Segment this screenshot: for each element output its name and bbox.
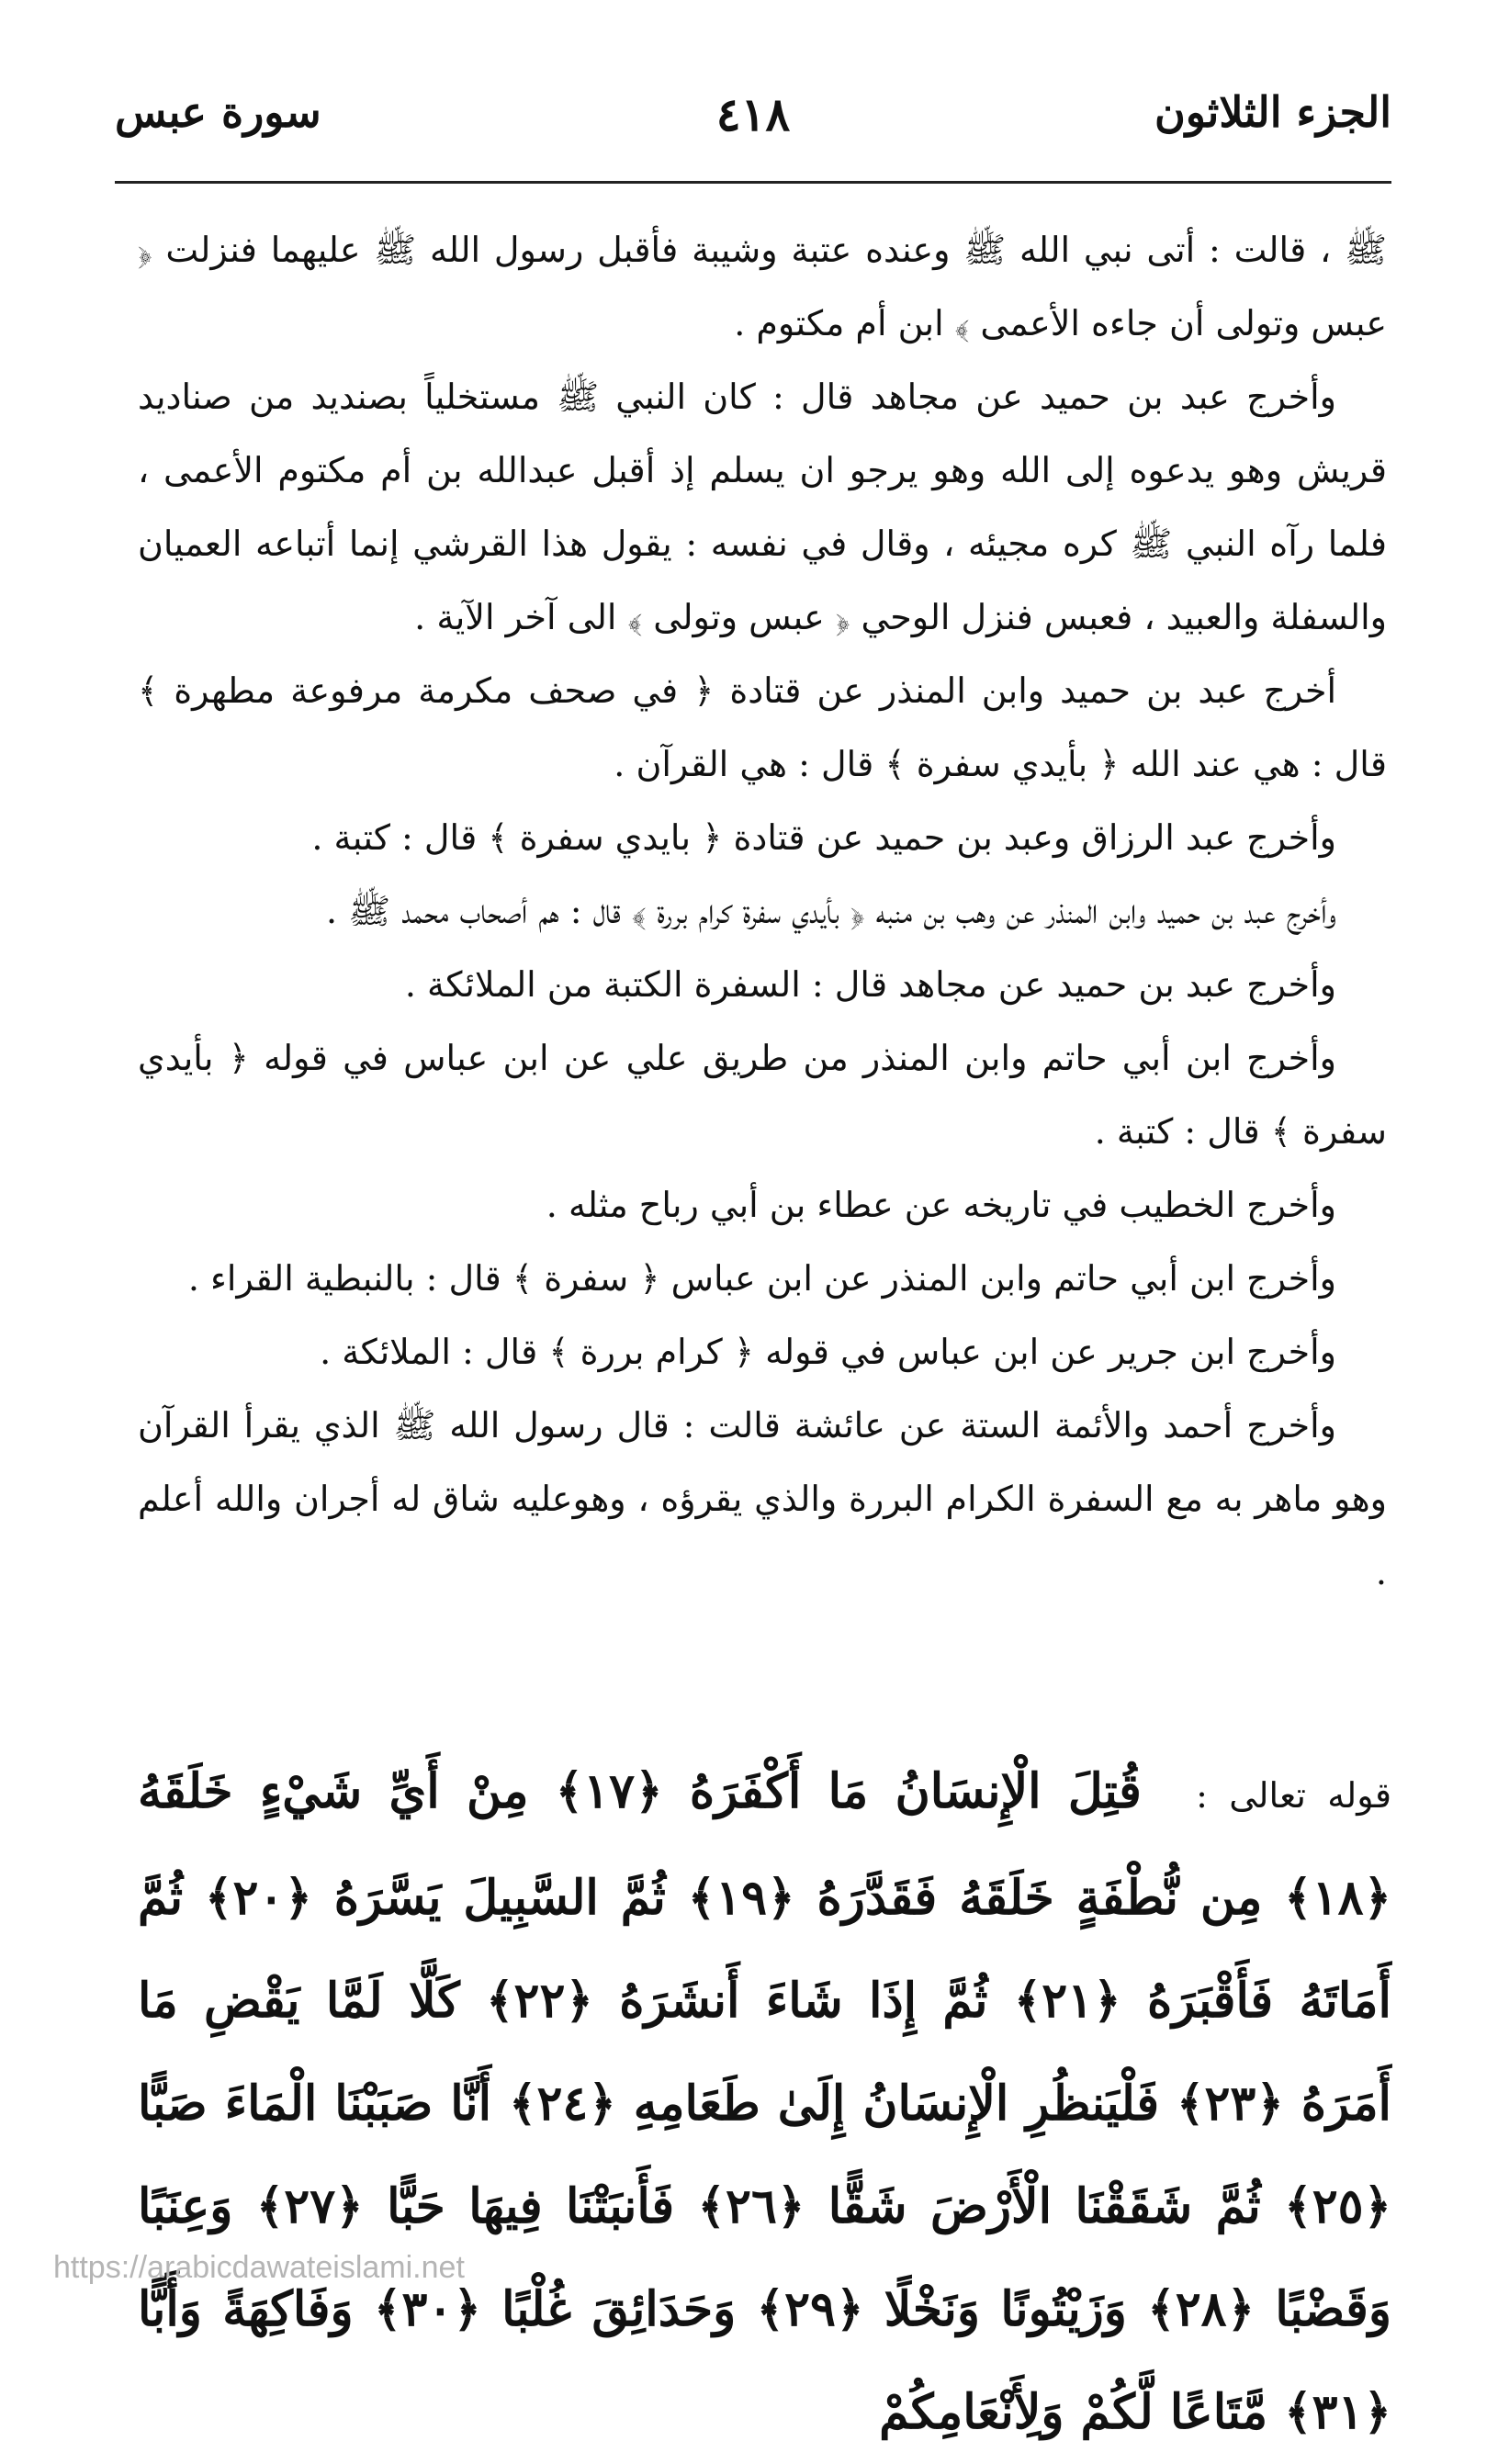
paragraph: وأخرج عبد بن حميد عن مجاهد قال : السفرة الكتبة من الملائكة . [404,964,1336,1005]
paragraph: ﷺ ، قالت : أتى نبي الله ﷺ وعنده عتبة وشيبة فأقبل رسول الله ﷺ عليهما فنزلت ﴿ عبس وتولى أن جاءه الأعمى ﴾ ابن أم مكتوم . [138,230,1387,343]
paragraph: وأخرج الخطيب في تاريخه عن عطاء بن أبي رباح مثله . [546,1185,1336,1225]
paragraph: وأخرج أحمد والأئمة الستة عن عائشة قالت : قال رسول الله ﷺ الذي يقرأ القرآن وهو ماهر به مع السفرة الكرام البررة والذي يقرؤه ، وهوعليه شاق له أجران والله أعلم . [138,1405,1387,1592]
header-divider [115,181,1391,184]
watermark: https://arabicdawateislami.net [53,2250,465,2285]
page-number: ٤١٨ [715,87,791,141]
verse-text: قُتِلَ الْإِنسَانُ مَا أَكْفَرَهُ ﴿١٧﴾ مِنْ أَيِّ شَيْءٍ خَلَقَهُ ﴿١٨﴾ مِن نُّطْفَةٍ خَلَقَهُ فَقَدَّرَهُ ﴿١٩﴾ ثُمَّ السَّبِيلَ يَسَّرَهُ ﴿٢٠﴾ ثُمَّ أَمَاتَهُ فَأَقْبَرَهُ ﴿٢١﴾ ثُمَّ إِذَا شَاءَ أَنشَرَهُ ﴿٢٢﴾ كَلَّا لَمَّا يَقْضِ مَا أَمَرَهُ ﴿٢٣﴾ فَلْيَنظُرِ الْإِنسَانُ إِلَىٰ طَعَامِهِ ﴿٢٤﴾ أَنَّا صَبَبْنَا الْمَاءَ صَبًّا ﴿٢٥﴾ ثُمَّ شَقَقْنَا الْأَرْضَ شَقًّا ﴿٢٦﴾ فَأَنبَتْنَا فِيهَا حَبًّا ﴿٢٧﴾ وَعِنَبًا وَقَضْبًا ﴿٢٨﴾ وَزَيْتُونًا وَنَخْلًا ﴿٢٩﴾ وَحَدَائِقَ غُلْبًا ﴿٣٠﴾ وَفَاكِهَةً وَأَبًّا ﴿٣١﴾ مَّتَاعًا لَّكُمْ وَلِأَنْعَامِكُمْ [138,1763,1392,2440]
paragraph: وأخرج عبد الرزاق وعبد بن حميد عن قتادة ﴿ بايدي سفرة ﴾ قال : كتبة . [311,817,1336,858]
paragraph: وأخرج ابن أبي حاتم وابن المنذر عن ابن عباس ﴿ سفرة ﴾ قال : بالنبطية القراء . [187,1258,1336,1299]
paragraph: وأخرج ابن جرير عن ابن عباس في قوله ﴿ كرام بررة ﴾ قال : الملائكة . [320,1332,1336,1372]
paragraph: وأخرج عبد بن حميد عن مجاهد قال : كان النبي ﷺ مستخلياً بصنديد من صناديد قريش وهو يدعوه إلى الله وهو يرجو ان يسلم إذ أقبل عبدالله بن أم مكتوم الأعمى ، فلما رآه النبي ﷺ كره مجيئه ، وقال في نفسه : يقول هذا القرشي إنما أتباعه العميان والسفلة والعبيد ، فعبس فنزل الوحي ﴿ عبس وتولى ﴾ الى آخر الآية . [138,377,1387,637]
paragraph: وأخرج ابن أبي حاتم وابن المنذر من طريق علي عن ابن عباس في قوله ﴿ بأيدي سفرة ﴾ قال : كتبة . [138,1038,1387,1152]
page-header [115,87,1391,179]
paragraph: أخرج عبد بن حميد وابن المنذر عن قتادة ﴿ في صحف مكرمة مرفوعة مطهرة ﴾ قال : هي عند الله ﴿ بأيدي سفرة ﴾ قال : هي القرآن . [138,670,1387,784]
paragraph: وأخرج عبد بن حميد وابن المنذر عن وهب بن منبه ﴿ بأيدي سفرة كرام بررة ﴾ قال : هم أصحاب محمد ﷺ . [326,891,1336,931]
part-title: الجزء الثلاثون [1154,87,1391,137]
commentary-text [138,213,1387,1609]
quran-verses [138,1740,1391,2464]
verse-intro: قوله تعالى : [1196,1775,1392,1816]
surah-title: سورة عبس [115,87,321,137]
